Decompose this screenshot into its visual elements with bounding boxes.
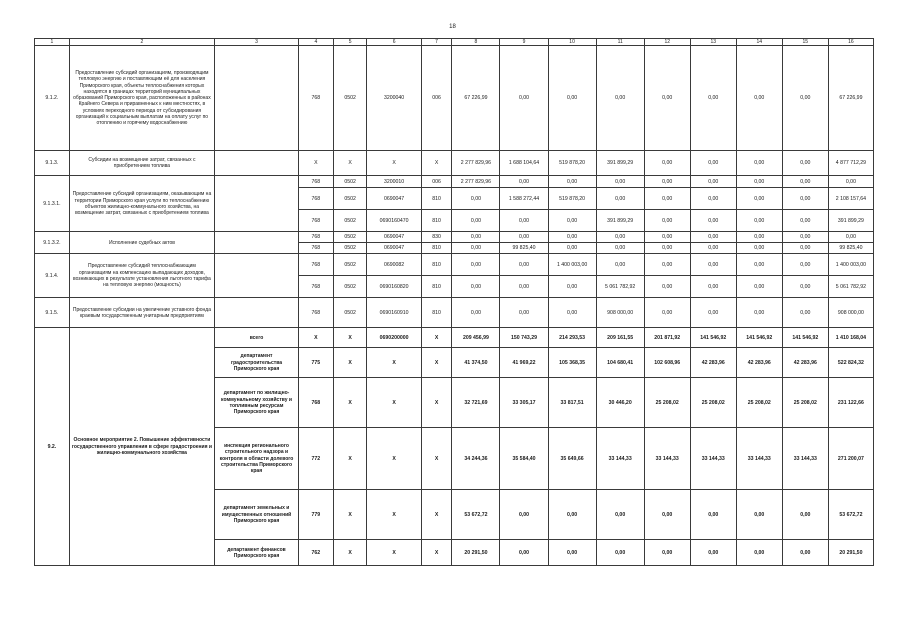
cell: 391 899,29	[596, 210, 644, 232]
column-number: 5	[333, 39, 367, 46]
cell: X	[421, 328, 452, 348]
cell: 519 878,20	[548, 151, 596, 176]
cell: 33 817,51	[548, 378, 596, 428]
cell: 0690047	[367, 188, 421, 210]
cell: 141 546,92	[736, 328, 782, 348]
cell: 0,00	[690, 232, 736, 243]
cell: 2 277 829,96	[452, 176, 500, 188]
cell: 41 374,50	[452, 348, 500, 378]
cell: 0,00	[500, 298, 548, 328]
column-number: 1	[35, 39, 70, 46]
column-number: 13	[690, 39, 736, 46]
row-code: 9.1.5.	[35, 298, 70, 328]
cell: 768	[298, 298, 333, 328]
cell: 0,00	[736, 232, 782, 243]
cell: 20 291,50	[452, 540, 500, 566]
cell: X	[421, 348, 452, 378]
header-row	[35, 39, 874, 46]
cell: X	[421, 378, 452, 428]
cell: 0690082	[367, 254, 421, 276]
row-description: Предоставление субсидий организациям, оказывающим на территории Приморского края услуги по теплоснабжению объектов жилищно-коммунального хозяйства, на возмещение затрат, связанных с приобретением топлива	[69, 176, 214, 232]
cell: 0,00	[644, 254, 690, 276]
cell: 42 283,96	[690, 348, 736, 378]
cell: 768	[298, 232, 333, 243]
row-description: Основное мероприятие 2. Повышение эффективности государственного управления в сфере градостроения и жилищно-коммунального хозяйства	[69, 328, 214, 566]
cell: 0502	[333, 210, 367, 232]
cell: 0,00	[690, 176, 736, 188]
cell: 775	[298, 348, 333, 378]
cell: 0,00	[644, 46, 690, 151]
cell: 0,00	[596, 540, 644, 566]
cell: 0,00	[736, 490, 782, 540]
cell: X	[367, 428, 421, 490]
cell: 0,00	[500, 210, 548, 232]
cell: 0690160470	[367, 210, 421, 232]
column-number: 9	[500, 39, 548, 46]
cell: 33 144,33	[690, 428, 736, 490]
cell: 0,00	[782, 210, 828, 232]
cell: X	[421, 428, 452, 490]
budget-table	[34, 38, 874, 566]
cell: X	[367, 151, 421, 176]
table-row	[35, 46, 874, 151]
cell: 25 208,02	[736, 378, 782, 428]
cell: 0,00	[452, 254, 500, 276]
cell: X	[333, 328, 367, 348]
column-number: 8	[452, 39, 500, 46]
cell: 0,00	[828, 232, 873, 243]
cell: 0,00	[500, 254, 548, 276]
cell: 0,00	[500, 46, 548, 151]
cell: 1 410 168,04	[828, 328, 873, 348]
cell: 105 368,35	[548, 348, 596, 378]
row-code: 9.1.2.	[35, 46, 70, 151]
executor-cell	[215, 176, 299, 232]
cell: 34 244,36	[452, 428, 500, 490]
cell: 33 144,33	[782, 428, 828, 490]
cell: 0,00	[644, 298, 690, 328]
cell: 0,00	[644, 540, 690, 566]
cell: 0,00	[782, 254, 828, 276]
cell: 231 122,66	[828, 378, 873, 428]
cell: 0,00	[736, 46, 782, 151]
cell: 141 546,92	[690, 328, 736, 348]
cell: 33 305,17	[500, 378, 548, 428]
cell: 271 200,07	[828, 428, 873, 490]
table-row	[35, 151, 874, 176]
cell: X	[333, 151, 367, 176]
executor-cell: департамент градостроительства Приморского края	[215, 348, 299, 378]
cell: 908 000,00	[828, 298, 873, 328]
cell: 768	[298, 188, 333, 210]
cell: 0,00	[690, 254, 736, 276]
cell: 768	[298, 46, 333, 151]
cell: 391 899,29	[828, 210, 873, 232]
cell: 104 680,41	[596, 348, 644, 378]
cell: 2 108 157,64	[828, 188, 873, 210]
cell: 0,00	[828, 176, 873, 188]
row-description: Предоставление субсидий теплоснабжающим организациям на компенсацию выпадающих доходов, возникающих в результате установления льготного тарифа на тепловую энергию (мощность)	[69, 254, 214, 298]
cell: 0,00	[736, 151, 782, 176]
cell: 35 584,40	[500, 428, 548, 490]
cell: 2 277 829,96	[452, 151, 500, 176]
cell: X	[367, 378, 421, 428]
cell: 0,00	[736, 210, 782, 232]
cell: 0,00	[690, 243, 736, 254]
cell: 0,00	[548, 540, 596, 566]
cell: 0,00	[548, 210, 596, 232]
cell: 0,00	[596, 46, 644, 151]
column-number: 6	[367, 39, 421, 46]
cell: 0502	[333, 254, 367, 276]
cell: 0502	[333, 298, 367, 328]
cell: 0,00	[690, 490, 736, 540]
executor-cell: департамент земельных и имущественных отношений Приморского края	[215, 490, 299, 540]
column-number: 11	[596, 39, 644, 46]
cell: 762	[298, 540, 333, 566]
cell: 810	[421, 243, 452, 254]
cell: 0,00	[452, 243, 500, 254]
cell: 0,00	[736, 276, 782, 298]
cell: 1 688 104,64	[500, 151, 548, 176]
cell: 0,00	[736, 540, 782, 566]
cell: 519 878,20	[548, 188, 596, 210]
cell: 0,00	[690, 151, 736, 176]
table-row	[35, 232, 874, 243]
cell: 810	[421, 276, 452, 298]
cell: 67 226,99	[828, 46, 873, 151]
cell: 0502	[333, 243, 367, 254]
column-number: 7	[421, 39, 452, 46]
cell: X	[333, 490, 367, 540]
cell: 0,00	[452, 232, 500, 243]
cell: 810	[421, 210, 452, 232]
cell: 33 144,33	[596, 428, 644, 490]
page-number: 18	[449, 24, 456, 30]
cell: 0,00	[782, 276, 828, 298]
cell: 0,00	[644, 490, 690, 540]
column-number: 15	[782, 39, 828, 46]
cell: 0,00	[500, 232, 548, 243]
table-row	[35, 176, 874, 188]
cell: 810	[421, 254, 452, 276]
cell: 768	[298, 210, 333, 232]
cell: 0,00	[782, 188, 828, 210]
cell: 150 743,29	[500, 328, 548, 348]
cell: 201 871,92	[644, 328, 690, 348]
table-row	[35, 254, 874, 276]
cell: 0,00	[644, 151, 690, 176]
cell: 25 208,02	[644, 378, 690, 428]
cell: 20 291,50	[828, 540, 873, 566]
row-code: 9.1.3.	[35, 151, 70, 176]
cell: 0,00	[548, 176, 596, 188]
cell: 779	[298, 490, 333, 540]
cell: 53 672,72	[828, 490, 873, 540]
cell: 141 546,92	[782, 328, 828, 348]
cell: 0,00	[548, 490, 596, 540]
column-number: 10	[548, 39, 596, 46]
cell: 0,00	[500, 176, 548, 188]
cell: 0,00	[782, 151, 828, 176]
cell: 0,00	[690, 188, 736, 210]
cell: 0690047	[367, 243, 421, 254]
cell: 3200010	[367, 176, 421, 188]
cell: 0,00	[736, 188, 782, 210]
cell: 33 144,33	[736, 428, 782, 490]
cell: 0,00	[596, 243, 644, 254]
cell: 0,00	[500, 276, 548, 298]
cell: 768	[298, 254, 333, 276]
cell: 67 226,99	[452, 46, 500, 151]
cell: 4 877 712,29	[828, 151, 873, 176]
cell: 1 588 272,44	[500, 188, 548, 210]
cell: 0,00	[690, 298, 736, 328]
cell: 0,00	[644, 276, 690, 298]
executor-cell	[215, 298, 299, 328]
cell: 810	[421, 298, 452, 328]
executor-cell	[215, 46, 299, 151]
row-description: Субсидии на возмещение затрат, связанных с приобретением топлива	[69, 151, 214, 176]
cell: 5 061 782,92	[596, 276, 644, 298]
cell: 209 161,55	[596, 328, 644, 348]
cell: 0,00	[644, 210, 690, 232]
cell: 830	[421, 232, 452, 243]
executor-cell	[215, 151, 299, 176]
cell: 0,00	[596, 176, 644, 188]
cell: 25 208,02	[782, 378, 828, 428]
cell: 0690200000	[367, 328, 421, 348]
cell: 0,00	[596, 188, 644, 210]
cell: X	[421, 490, 452, 540]
cell: X	[333, 378, 367, 428]
cell: 35 649,66	[548, 428, 596, 490]
cell: 0,00	[782, 540, 828, 566]
cell: 0,00	[548, 46, 596, 151]
cell: 768	[298, 243, 333, 254]
cell: 0502	[333, 188, 367, 210]
table-row	[35, 328, 874, 348]
cell: 25 208,02	[690, 378, 736, 428]
cell: 0,00	[782, 46, 828, 151]
cell: 0,00	[596, 490, 644, 540]
executor-cell: всего	[215, 328, 299, 348]
cell: 768	[298, 378, 333, 428]
cell: 0,00	[548, 232, 596, 243]
cell: 32 721,69	[452, 378, 500, 428]
row-code: 9.2.	[35, 328, 70, 566]
column-number: 14	[736, 39, 782, 46]
table-row	[35, 298, 874, 328]
cell: 0,00	[782, 243, 828, 254]
cell: 99 825,40	[500, 243, 548, 254]
cell: 0,00	[782, 490, 828, 540]
cell: 0690160910	[367, 298, 421, 328]
cell: 99 825,40	[828, 243, 873, 254]
cell: 0,00	[644, 243, 690, 254]
cell: 209 456,99	[452, 328, 500, 348]
cell: 0,00	[782, 298, 828, 328]
cell: 0,00	[736, 298, 782, 328]
column-number: 4	[298, 39, 333, 46]
column-number: 3	[215, 39, 299, 46]
cell: 0502	[333, 232, 367, 243]
cell: 0,00	[690, 540, 736, 566]
executor-cell: инспекция регионального строительного надзора и контроля в области долевого строительства Приморского края	[215, 428, 299, 490]
cell: 41 969,22	[500, 348, 548, 378]
cell: 3200040	[367, 46, 421, 151]
cell: 0,00	[690, 276, 736, 298]
cell: X	[333, 348, 367, 378]
cell: 0,00	[690, 46, 736, 151]
cell: X	[421, 540, 452, 566]
cell: X	[367, 490, 421, 540]
cell: 5 061 782,92	[828, 276, 873, 298]
cell: 0,00	[644, 176, 690, 188]
executor-cell: департамент по жилищно-коммунальному хозяйству и топливным ресурсам Приморского края	[215, 378, 299, 428]
cell: 0502	[333, 46, 367, 151]
column-number: 2	[69, 39, 214, 46]
cell: 0,00	[736, 176, 782, 188]
cell: 0,00	[452, 276, 500, 298]
cell: 102 608,96	[644, 348, 690, 378]
column-number: 16	[828, 39, 873, 46]
executor-cell	[215, 232, 299, 254]
cell: 0,00	[500, 540, 548, 566]
cell: 0502	[333, 276, 367, 298]
row-code: 9.1.4.	[35, 254, 70, 298]
cell: 0,00	[500, 490, 548, 540]
cell: 0,00	[596, 254, 644, 276]
cell: 908 000,00	[596, 298, 644, 328]
row-description: Исполнение судебных актов	[69, 232, 214, 254]
cell: 0,00	[452, 298, 500, 328]
cell: 0,00	[548, 243, 596, 254]
cell: X	[421, 151, 452, 176]
cell: 0690047	[367, 232, 421, 243]
cell: 0,00	[548, 298, 596, 328]
row-description: Предоставление субсидии на увеличение уставного фонда краевым государственным унитарным предприятиям	[69, 298, 214, 328]
cell: X	[367, 540, 421, 566]
cell: 0,00	[644, 188, 690, 210]
cell: 1 400 003,00	[828, 254, 873, 276]
cell: X	[333, 540, 367, 566]
cell: 006	[421, 176, 452, 188]
cell: 522 824,32	[828, 348, 873, 378]
cell: 768	[298, 276, 333, 298]
cell: 772	[298, 428, 333, 490]
row-code: 9.1.3.2.	[35, 232, 70, 254]
cell: 42 283,96	[782, 348, 828, 378]
cell: 53 672,72	[452, 490, 500, 540]
cell: 0,00	[644, 232, 690, 243]
cell: 1 400 003,00	[548, 254, 596, 276]
cell: X	[333, 428, 367, 490]
cell: 214 293,53	[548, 328, 596, 348]
executor-cell	[215, 254, 299, 298]
cell: 0,00	[452, 210, 500, 232]
cell: 006	[421, 46, 452, 151]
column-number: 12	[644, 39, 690, 46]
cell: 0690160820	[367, 276, 421, 298]
cell: 810	[421, 188, 452, 210]
cell: 768	[298, 176, 333, 188]
cell: 0,00	[782, 176, 828, 188]
cell: X	[298, 151, 333, 176]
cell: 0,00	[782, 232, 828, 243]
cell: 391 899,29	[596, 151, 644, 176]
cell: 0,00	[690, 210, 736, 232]
cell: 0,00	[548, 276, 596, 298]
cell: 0,00	[596, 232, 644, 243]
cell: 30 446,20	[596, 378, 644, 428]
cell: 0,00	[736, 254, 782, 276]
cell: 0,00	[452, 188, 500, 210]
cell: X	[298, 328, 333, 348]
cell: 33 144,33	[644, 428, 690, 490]
row-description: Предоставление субсидий организациям, производящим тепловую энергию и поставляющим её для населения Приморского края, объекты теплоснабжения которых находятся в границах территорий муниципальных образований Приморского края, расположенных в районах Крайнего Севера и приравненных к ним местностях, в условиях переходного периода от субсидирования организаций к социальным выплатам на оплату услуг по отоплению и горячему водоснабжению	[69, 46, 214, 151]
cell: 0502	[333, 176, 367, 188]
row-code: 9.1.3.1.	[35, 176, 70, 232]
cell: 42 283,96	[736, 348, 782, 378]
executor-cell: департамент финансов Приморского края	[215, 540, 299, 566]
cell: X	[367, 348, 421, 378]
cell: 0,00	[736, 243, 782, 254]
